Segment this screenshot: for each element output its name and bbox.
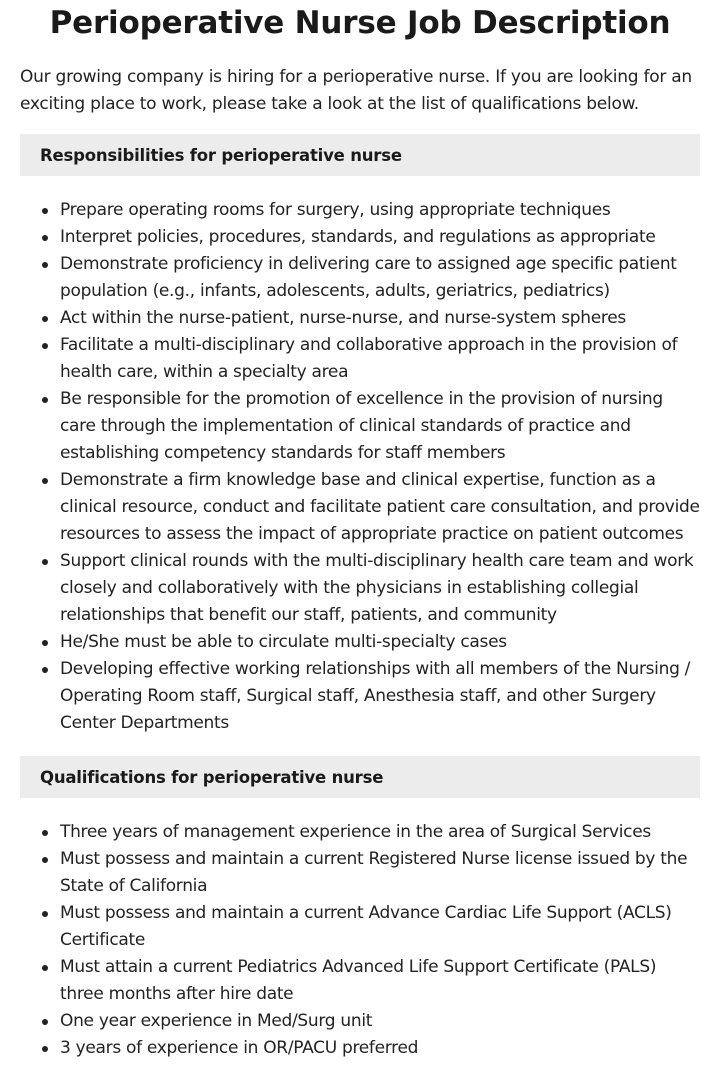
responsibility-item: Act within the nurse-patient, nurse-nurse, and nurse-system spheres (60, 305, 700, 332)
responsibility-item: Facilitate a multi-disciplinary and collaborative approach in the provision of health care, within a specialty area (60, 332, 700, 386)
responsibilities-heading: Responsibilities for perioperative nurse (20, 134, 700, 176)
responsibility-item: Be responsible for the promotion of excellence in the provision of nursing care through the implementation of clinical standards of practice and establishing competency standards for staff members (60, 386, 700, 467)
responsibility-item: Demonstrate a firm knowledge base and clinical expertise, function as a clinical resource, conduct and facilitate patient care consultation, and provide resources to assess the impact of appropriate practice on patient outcomes (60, 467, 700, 548)
intro-paragraph: Our growing company is hiring for a perioperative nurse. If you are looking for an exciting place to work, please take a look at the list of qualifications below. (20, 67, 692, 114)
qualification-item: Must attain a current Pediatrics Advanced Life Support Certificate (PALS) three months after hire date (60, 954, 700, 1008)
qualification-item: One year experience in Med/Surg unit (60, 1008, 700, 1035)
qualification-item: 3 years of experience in OR/PACU preferred (60, 1035, 700, 1062)
responsibility-item: Interpret policies, procedures, standards, and regulations as appropriate (60, 224, 700, 251)
qualifications-heading: Qualifications for perioperative nurse (20, 756, 700, 798)
qualification-item: Must possess and maintain a current Registered Nurse license issued by the State of California (60, 846, 700, 900)
qualifications-list (20, 819, 700, 1062)
responsibility-item: Demonstrate proficiency in delivering care to assigned age specific patient population (e.g., infants, adolescents, adults, geriatrics, pediatrics) (60, 251, 700, 305)
responsibility-item: Developing effective working relationships with all members of the Nursing / Operating Room staff, Surgical staff, Anesthesia staff, and other Surgery Center Departments (60, 656, 700, 737)
responsibilities-list (20, 197, 700, 737)
qualification-item: Must possess and maintain a current Advance Cardiac Life Support (ACLS) Certificate (60, 900, 700, 954)
page-title: Perioperative Nurse Job Description (49, 5, 671, 41)
responsibility-item: Support clinical rounds with the multi-disciplinary health care team and work closely and collaboratively with the physicians in establishing collegial relationships that benefit our staff, patients, and community (60, 548, 700, 629)
qualification-item: Three years of management experience in the area of Surgical Services (60, 819, 700, 846)
responsibility-item: He/She must be able to circulate multi-specialty cases (60, 629, 700, 656)
responsibility-item: Prepare operating rooms for surgery, using appropriate techniques (60, 197, 700, 224)
